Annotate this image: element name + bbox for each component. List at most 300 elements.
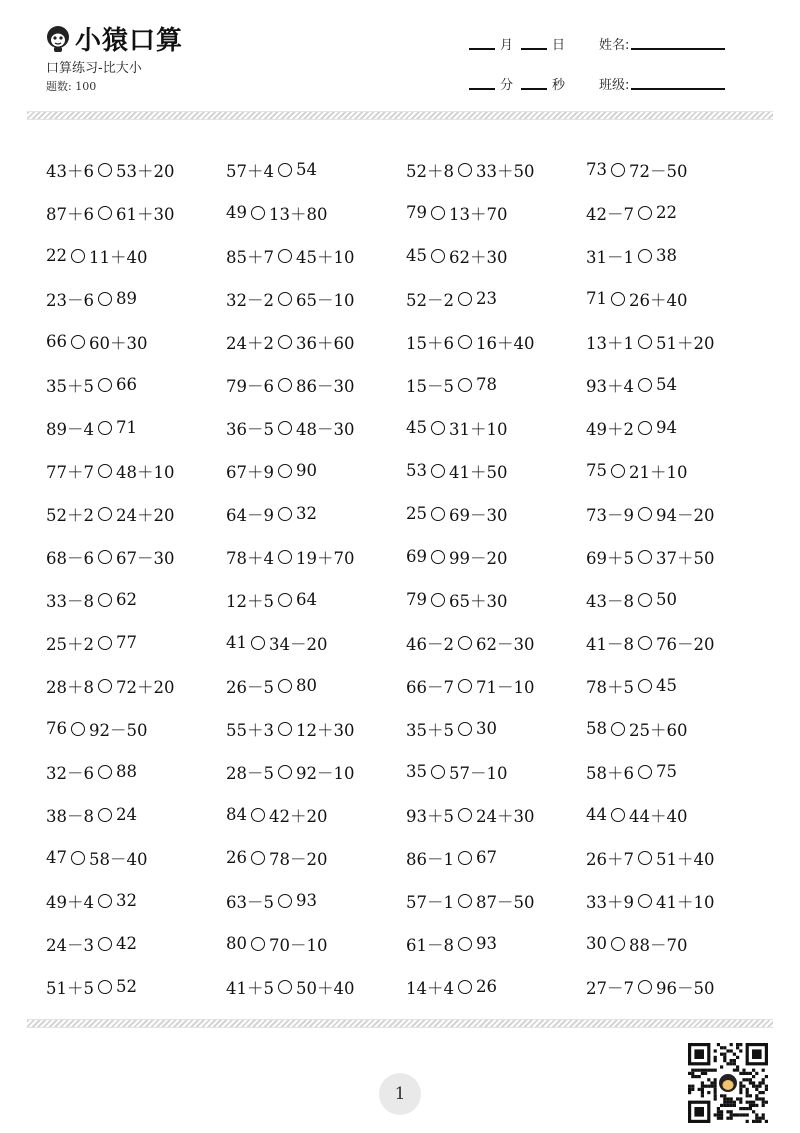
- day-label: 日: [552, 38, 566, 53]
- problem-left: 85＋7: [226, 247, 274, 267]
- problem-left: 55＋3: [226, 720, 274, 740]
- problem-right: 62＋30: [449, 247, 508, 267]
- problem-item: [406, 330, 586, 354]
- problem-left: 57－1: [406, 892, 454, 912]
- problem-left: 41: [226, 633, 247, 652]
- problem-item: [406, 760, 586, 784]
- problem-item: [226, 975, 406, 999]
- problem-right: 99－20: [449, 548, 508, 568]
- monkey-logo-icon: [45, 25, 71, 53]
- problem-left: 14＋4: [406, 978, 454, 998]
- answer-circle-icon[interactable]: [98, 378, 112, 392]
- problem-right: 70－10: [269, 935, 328, 955]
- problem-item: [226, 889, 406, 913]
- problem-left: 52－2: [406, 290, 454, 310]
- answer-circle-icon[interactable]: [278, 894, 292, 908]
- problem-item: [586, 674, 766, 698]
- problem-right: 24: [116, 805, 137, 824]
- problem-left: 71: [586, 289, 607, 308]
- problem-item: [586, 201, 766, 225]
- answer-circle-icon[interactable]: [611, 937, 625, 951]
- problem-left: 51＋5: [46, 978, 94, 998]
- answer-circle-icon[interactable]: [638, 679, 652, 693]
- month-label: 月: [500, 38, 514, 53]
- problem-item: [586, 158, 766, 182]
- problem-right: 33＋50: [476, 161, 535, 181]
- answer-circle-icon[interactable]: [611, 722, 625, 736]
- problem-left: 69＋5: [586, 548, 634, 568]
- problem-left: 45: [406, 418, 427, 437]
- answer-circle-icon[interactable]: [278, 550, 292, 564]
- brand-logo: [45, 20, 183, 57]
- problem-right: 37＋50: [656, 548, 715, 568]
- problem-item: [406, 502, 586, 526]
- problem-right: 24＋30: [476, 806, 535, 826]
- problem-right: 21＋10: [629, 462, 688, 482]
- problem-right: 36＋60: [296, 333, 355, 353]
- answer-circle-icon[interactable]: [98, 808, 112, 822]
- problem-item: [46, 932, 226, 956]
- problem-item: [406, 373, 586, 397]
- problem-item: [586, 459, 766, 483]
- problem-left: 93＋5: [406, 806, 454, 826]
- problem-item: [586, 545, 766, 569]
- problem-right: 57－10: [449, 763, 508, 783]
- answer-circle-icon[interactable]: [71, 335, 85, 349]
- problem-left: 53: [406, 461, 427, 480]
- problem-right: 88: [116, 762, 137, 781]
- problem-item: [586, 631, 766, 655]
- answer-circle-icon[interactable]: [638, 507, 652, 521]
- problem-item: [406, 631, 586, 655]
- problem-right: 26＋40: [629, 290, 688, 310]
- problem-left: 32－2: [226, 290, 274, 310]
- problem-right: 61＋30: [116, 204, 175, 224]
- problem-item: [406, 975, 586, 999]
- answer-circle-icon[interactable]: [431, 765, 445, 779]
- problem-row: [46, 449, 766, 492]
- answer-circle-icon[interactable]: [611, 464, 625, 478]
- problem-right: 42: [116, 934, 137, 953]
- problem-item: [586, 932, 766, 956]
- problem-right: 16＋40: [476, 333, 535, 353]
- answer-circle-icon[interactable]: [71, 249, 85, 263]
- answer-circle-icon[interactable]: [638, 765, 652, 779]
- problem-left: 52＋8: [406, 161, 454, 181]
- answer-circle-icon[interactable]: [458, 980, 472, 994]
- problem-left: 22: [46, 246, 67, 265]
- problem-left: 49＋2: [586, 419, 634, 439]
- second-blank[interactable]: [521, 87, 547, 90]
- problem-right: 92－10: [296, 763, 355, 783]
- answer-circle-icon[interactable]: [458, 722, 472, 736]
- problem-left: 66－7: [406, 677, 454, 697]
- answer-circle-icon[interactable]: [638, 894, 652, 908]
- problem-item: [46, 287, 226, 311]
- problem-left: 58＋6: [586, 763, 634, 783]
- problem-right: 48－30: [296, 419, 355, 439]
- answer-circle-icon[interactable]: [458, 335, 472, 349]
- problem-item: [586, 846, 766, 870]
- problem-left: 66: [46, 332, 67, 351]
- question-count-value: 100: [75, 80, 97, 93]
- problem-right: 54: [296, 160, 317, 179]
- answer-circle-icon[interactable]: [251, 851, 265, 865]
- problem-row: [46, 836, 766, 879]
- problem-left: 77＋7: [46, 462, 94, 482]
- problem-item: [586, 502, 766, 526]
- problem-left: 75: [586, 461, 607, 480]
- problem-left: 42－7: [586, 204, 634, 224]
- problem-item: [406, 459, 586, 483]
- answer-circle-icon[interactable]: [278, 292, 292, 306]
- problem-item: [406, 158, 586, 182]
- problem-right: 71: [116, 418, 137, 437]
- problem-left: 79－6: [226, 376, 274, 396]
- problem-left: 26: [226, 848, 247, 867]
- problem-left: 49: [226, 203, 247, 222]
- problem-item: [226, 803, 406, 827]
- problem-item: [46, 717, 226, 741]
- answer-circle-icon[interactable]: [98, 593, 112, 607]
- answer-circle-icon[interactable]: [278, 722, 292, 736]
- problem-row: [46, 922, 766, 965]
- name-field: [599, 34, 730, 53]
- problem-row: [46, 148, 766, 191]
- second-label: 秒: [552, 78, 566, 93]
- problem-left: 24－3: [46, 935, 94, 955]
- answer-circle-icon[interactable]: [458, 292, 472, 306]
- problem-right: 58－40: [89, 849, 148, 869]
- problem-left: 38－8: [46, 806, 94, 826]
- answer-circle-icon[interactable]: [458, 937, 472, 951]
- problem-item: [226, 545, 406, 569]
- problem-item: [406, 717, 586, 741]
- problem-item: [226, 287, 406, 311]
- problem-right: 32: [296, 504, 317, 523]
- problem-item: [46, 244, 226, 268]
- problem-item: [226, 717, 406, 741]
- problem-right: 93: [296, 891, 317, 910]
- problem-right: 44＋40: [629, 806, 688, 826]
- problem-right: 90: [296, 461, 317, 480]
- problem-item: [226, 674, 406, 698]
- answer-circle-icon[interactable]: [251, 206, 265, 220]
- answer-circle-icon[interactable]: [278, 163, 292, 177]
- problem-left: 28＋8: [46, 677, 94, 697]
- problem-left: 61－8: [406, 935, 454, 955]
- date-field: [469, 34, 573, 53]
- problem-left: 35: [406, 762, 427, 781]
- problem-left: 27－7: [586, 978, 634, 998]
- problem-left: 12＋5: [226, 591, 274, 611]
- problem-right: 54: [656, 375, 677, 394]
- answer-circle-icon[interactable]: [71, 722, 85, 736]
- problem-right: 78－20: [269, 849, 328, 869]
- problem-item: [46, 588, 226, 612]
- problem-row: [46, 363, 766, 406]
- class-blank[interactable]: [631, 87, 725, 90]
- problem-row: [46, 535, 766, 578]
- answer-circle-icon[interactable]: [278, 335, 292, 349]
- problem-item: [46, 803, 226, 827]
- problem-left: 26＋7: [586, 849, 634, 869]
- answer-circle-icon[interactable]: [278, 593, 292, 607]
- problem-left: 30: [586, 934, 607, 953]
- answer-circle-icon[interactable]: [458, 851, 472, 865]
- problem-left: 25＋2: [46, 634, 94, 654]
- problem-left: 25: [406, 504, 427, 523]
- answer-circle-icon[interactable]: [611, 808, 625, 822]
- problem-item: [406, 201, 586, 225]
- problem-item: [586, 760, 766, 784]
- problem-right: 42＋20: [269, 806, 328, 826]
- problem-left: 46－2: [406, 634, 454, 654]
- answer-circle-icon[interactable]: [278, 421, 292, 435]
- problem-left: 63－5: [226, 892, 274, 912]
- problem-left: 68－6: [46, 548, 94, 568]
- problem-item: [226, 932, 406, 956]
- class-field: [599, 74, 730, 93]
- problem-item: [46, 502, 226, 526]
- answer-circle-icon[interactable]: [98, 894, 112, 908]
- answer-circle-icon[interactable]: [638, 378, 652, 392]
- problem-right: 71－10: [476, 677, 535, 697]
- problem-right: 32: [116, 891, 137, 910]
- problem-right: 65－10: [296, 290, 355, 310]
- answer-circle-icon[interactable]: [431, 249, 445, 263]
- answer-circle-icon[interactable]: [431, 550, 445, 564]
- problem-item: [406, 416, 586, 440]
- answer-circle-icon[interactable]: [638, 206, 652, 220]
- problem-row: [46, 578, 766, 621]
- problem-item: [46, 975, 226, 999]
- minute-label: 分: [500, 78, 514, 93]
- answer-circle-icon[interactable]: [71, 851, 85, 865]
- problem-item: [226, 244, 406, 268]
- problem-item: [46, 846, 226, 870]
- problem-left: 52＋2: [46, 505, 94, 525]
- answer-circle-icon[interactable]: [638, 851, 652, 865]
- minute-blank[interactable]: [469, 87, 495, 90]
- answer-circle-icon[interactable]: [611, 163, 625, 177]
- problem-left: 36－5: [226, 419, 274, 439]
- answer-circle-icon[interactable]: [98, 464, 112, 478]
- problem-left: 79: [406, 590, 427, 609]
- page-number: 1: [379, 1073, 421, 1115]
- brand-name: 小猿口算: [75, 26, 184, 56]
- problem-item: [586, 373, 766, 397]
- problem-left: 23－6: [46, 290, 94, 310]
- problem-left: 35＋5: [406, 720, 454, 740]
- problem-left: 64－9: [226, 505, 274, 525]
- problem-right: 11＋40: [89, 247, 148, 267]
- problem-right: 66: [116, 375, 137, 394]
- answer-circle-icon[interactable]: [278, 679, 292, 693]
- answer-circle-icon[interactable]: [98, 292, 112, 306]
- answer-circle-icon[interactable]: [431, 421, 445, 435]
- problem-left: 32－6: [46, 763, 94, 783]
- answer-circle-icon[interactable]: [638, 636, 652, 650]
- problem-left: 93＋4: [586, 376, 634, 396]
- problem-item: [406, 674, 586, 698]
- problem-right: 24＋20: [116, 505, 175, 525]
- answer-circle-icon[interactable]: [611, 292, 625, 306]
- problem-row: [46, 277, 766, 320]
- problem-right: 45: [656, 676, 677, 695]
- problem-right: 88－70: [629, 935, 688, 955]
- problem-left: 79: [406, 203, 427, 222]
- header-divider: [27, 111, 773, 120]
- problem-row: [46, 965, 766, 1008]
- qr-code-icon: [688, 1043, 768, 1123]
- problem-item: [46, 158, 226, 182]
- problem-item: [406, 244, 586, 268]
- answer-circle-icon[interactable]: [638, 249, 652, 263]
- question-count-label: 题数:: [46, 80, 72, 93]
- answer-circle-icon[interactable]: [638, 421, 652, 435]
- problem-right: 62－30: [476, 634, 535, 654]
- problem-item: [406, 287, 586, 311]
- problem-item: [226, 760, 406, 784]
- problem-right: 25＋60: [629, 720, 688, 740]
- answer-circle-icon[interactable]: [638, 593, 652, 607]
- name-blank[interactable]: [631, 47, 725, 50]
- problem-left: 49＋4: [46, 892, 94, 912]
- problem-right: 67: [476, 848, 497, 867]
- problem-left: 78＋4: [226, 548, 274, 568]
- problem-right: 89: [116, 289, 137, 308]
- answer-circle-icon[interactable]: [98, 421, 112, 435]
- answer-circle-icon[interactable]: [458, 679, 472, 693]
- answer-circle-icon[interactable]: [251, 636, 265, 650]
- problem-left: 31－1: [586, 247, 634, 267]
- answer-circle-icon[interactable]: [458, 163, 472, 177]
- problem-left: 26－5: [226, 677, 274, 697]
- problem-right: 72＋20: [116, 677, 175, 697]
- answer-circle-icon[interactable]: [98, 980, 112, 994]
- problem-right: 62: [116, 590, 137, 609]
- problem-left: 44: [586, 805, 607, 824]
- problem-row: [46, 234, 766, 277]
- answer-circle-icon[interactable]: [98, 206, 112, 220]
- problem-right: 92－50: [89, 720, 148, 740]
- problem-item: [406, 803, 586, 827]
- answer-circle-icon[interactable]: [431, 206, 445, 220]
- answer-circle-icon[interactable]: [98, 765, 112, 779]
- problem-right: 13＋70: [449, 204, 508, 224]
- answer-circle-icon[interactable]: [98, 636, 112, 650]
- problem-left: 45: [406, 246, 427, 265]
- answer-circle-icon[interactable]: [278, 507, 292, 521]
- answer-circle-icon[interactable]: [98, 679, 112, 693]
- problem-item: [46, 373, 226, 397]
- answer-circle-icon[interactable]: [278, 765, 292, 779]
- answer-circle-icon[interactable]: [251, 937, 265, 951]
- problem-item: [226, 588, 406, 612]
- problem-right: 13＋80: [269, 204, 328, 224]
- problem-right: 50＋40: [296, 978, 355, 998]
- problem-item: [46, 889, 226, 913]
- problem-item: [46, 760, 226, 784]
- problem-right: 50: [656, 590, 677, 609]
- problem-right: 38: [656, 246, 677, 265]
- answer-circle-icon[interactable]: [251, 808, 265, 822]
- answer-circle-icon[interactable]: [98, 163, 112, 177]
- problem-left: 15＋6: [406, 333, 454, 353]
- problem-left: 86－1: [406, 849, 454, 869]
- answer-circle-icon[interactable]: [638, 980, 652, 994]
- answer-circle-icon[interactable]: [431, 464, 445, 478]
- problem-right: 65＋30: [449, 591, 508, 611]
- problem-right: 78: [476, 375, 497, 394]
- problem-row: [46, 707, 766, 750]
- answer-circle-icon[interactable]: [98, 550, 112, 564]
- problem-item: [586, 287, 766, 311]
- problem-row: [46, 191, 766, 234]
- problem-grid: [46, 148, 766, 1008]
- answer-circle-icon[interactable]: [638, 335, 652, 349]
- problem-item: [226, 846, 406, 870]
- problem-item: [226, 459, 406, 483]
- problem-left: 73: [586, 160, 607, 179]
- problem-item: [226, 201, 406, 225]
- problem-left: 69: [406, 547, 427, 566]
- problem-right: 87－50: [476, 892, 535, 912]
- problem-right: 72－50: [629, 161, 688, 181]
- problem-right: 19＋70: [296, 548, 355, 568]
- problem-row: [46, 621, 766, 664]
- problem-right: 64: [296, 590, 317, 609]
- problem-item: [406, 846, 586, 870]
- problem-left: 58: [586, 719, 607, 738]
- problem-left: 43－8: [586, 591, 634, 611]
- problem-item: [226, 330, 406, 354]
- problem-right: 23: [476, 289, 497, 308]
- problem-row: [46, 750, 766, 793]
- answer-circle-icon[interactable]: [638, 550, 652, 564]
- answer-circle-icon[interactable]: [98, 507, 112, 521]
- answer-circle-icon[interactable]: [431, 593, 445, 607]
- answer-circle-icon[interactable]: [278, 980, 292, 994]
- problem-left: 41＋5: [226, 978, 274, 998]
- problem-left: 15－5: [406, 376, 454, 396]
- problem-item: [46, 545, 226, 569]
- answer-circle-icon[interactable]: [278, 249, 292, 263]
- answer-circle-icon[interactable]: [458, 808, 472, 822]
- problem-right: 94－20: [656, 505, 715, 525]
- answer-circle-icon[interactable]: [431, 507, 445, 521]
- answer-circle-icon[interactable]: [458, 378, 472, 392]
- problem-right: 69－30: [449, 505, 508, 525]
- answer-circle-icon[interactable]: [98, 937, 112, 951]
- month-blank[interactable]: [469, 47, 495, 50]
- answer-circle-icon[interactable]: [458, 894, 472, 908]
- problem-left: 35＋5: [46, 376, 94, 396]
- problem-item: [586, 416, 766, 440]
- answer-circle-icon[interactable]: [278, 378, 292, 392]
- problem-item: [586, 588, 766, 612]
- worksheet-subtitle: 口算练习-比大小: [46, 61, 142, 76]
- problem-item: [46, 201, 226, 225]
- time-field: [469, 74, 573, 93]
- answer-circle-icon[interactable]: [458, 636, 472, 650]
- problem-right: 67－30: [116, 548, 175, 568]
- problem-left: 89－4: [46, 419, 94, 439]
- day-blank[interactable]: [521, 47, 547, 50]
- answer-circle-icon[interactable]: [278, 464, 292, 478]
- problem-left: 41－8: [586, 634, 634, 654]
